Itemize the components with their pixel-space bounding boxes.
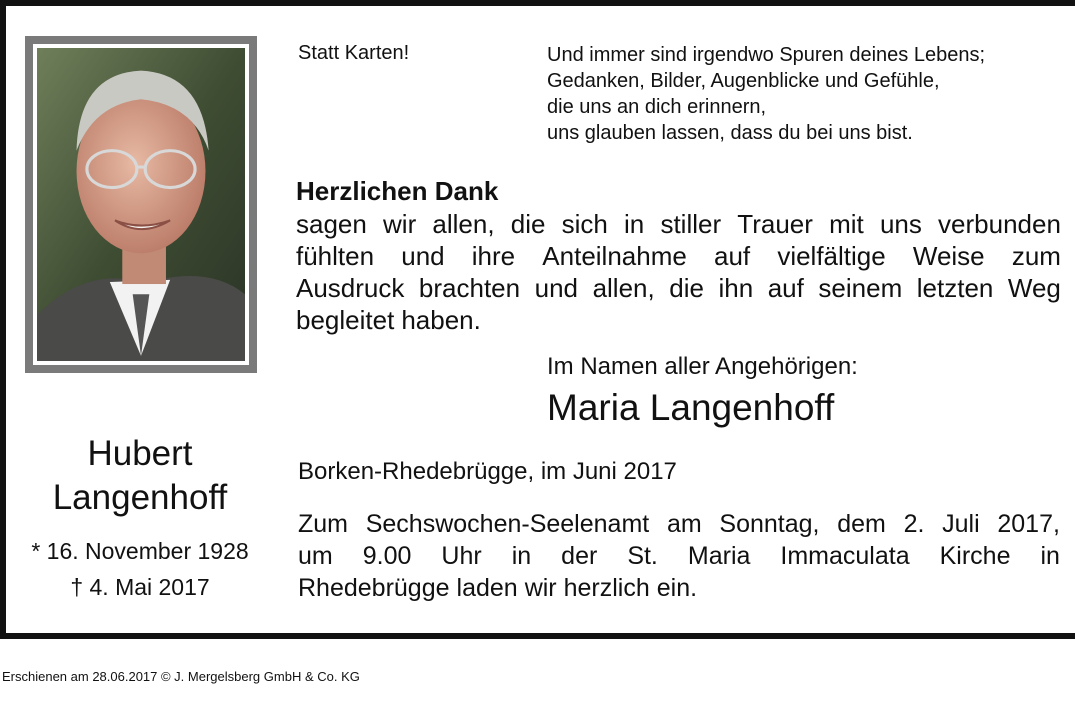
- word: 2.: [903, 510, 925, 538]
- word: mit: [829, 209, 864, 239]
- word: stiller: [660, 209, 722, 239]
- word: Sechswochen-Seelenamt: [365, 510, 650, 538]
- word: sich: [561, 209, 608, 239]
- statt-karten-label: Statt Karten!: [298, 42, 410, 64]
- thanks-paragraph: [296, 208, 1061, 336]
- word: Trauer: [737, 209, 813, 239]
- word: auf: [767, 273, 804, 303]
- thanks-heading: Herzlichen Dank: [296, 176, 499, 206]
- word: Anteilnahme: [542, 241, 687, 271]
- word: Zum: [298, 510, 348, 538]
- word: brachten: [418, 273, 521, 303]
- service-line: [298, 540, 1060, 572]
- word: wir: [524, 574, 557, 602]
- memorial-quote: [547, 42, 985, 146]
- deceased-last-name: Langenhoff: [52, 478, 228, 517]
- word: begleitet: [296, 305, 395, 335]
- word: um: [298, 542, 333, 570]
- thanks-line: [296, 272, 1061, 304]
- signature-name: Maria Langenhoff: [547, 387, 835, 428]
- quote-line: Und immer sind irgendwo Spuren deines Lebens;: [547, 44, 986, 66]
- word: ihn: [718, 273, 754, 303]
- quote-line: Gedanken, Bilder, Augenblicke und Gefühle,: [547, 70, 940, 92]
- quote-line: die uns an dich erinnern,: [547, 96, 767, 118]
- word: Sonntag,: [719, 510, 820, 538]
- word: Juli: [942, 510, 980, 538]
- word: allen,: [592, 273, 655, 303]
- service-line: [298, 572, 1060, 604]
- quote-line: uns glauben lassen, dass du bei uns bist.: [547, 122, 913, 144]
- word: 9.00: [362, 542, 412, 570]
- word: ihre: [471, 241, 516, 271]
- portrait-frame: [25, 36, 257, 373]
- word: Uhr: [441, 542, 482, 570]
- word: am: [666, 510, 702, 538]
- death-date: † 4. Mai 2017: [70, 574, 210, 600]
- deceased-first-name: Hubert: [87, 434, 193, 473]
- word: 2017,: [997, 510, 1060, 538]
- word: herzlich: [563, 574, 650, 602]
- thanks-line: [296, 304, 1061, 336]
- word: die: [669, 273, 704, 303]
- word: seinem: [818, 273, 903, 303]
- word: sagen: [296, 209, 367, 239]
- service-paragraph: [298, 508, 1060, 604]
- word: wir: [383, 209, 417, 239]
- word: ein.: [656, 574, 698, 602]
- word: in: [624, 209, 645, 239]
- word: und: [401, 241, 445, 271]
- service-line: [298, 508, 1060, 540]
- word: und: [534, 273, 579, 303]
- word: zum: [1011, 241, 1061, 271]
- word: Kirche: [939, 542, 1011, 570]
- thanks-line: [296, 240, 1061, 272]
- word: vielfältige: [777, 241, 886, 271]
- word: verbunden: [938, 209, 1061, 239]
- word: Rhedebrügge: [298, 574, 450, 602]
- word: auf: [714, 241, 751, 271]
- word: dem: [837, 510, 886, 538]
- word: uns: [879, 209, 922, 239]
- word: Weg: [1007, 273, 1061, 303]
- word: laden: [456, 574, 518, 602]
- word: allen,: [432, 209, 495, 239]
- place-date: Borken-Rhedebrügge, im Juni 2017: [298, 458, 677, 485]
- publication-footer: Erschienen am 28.06.2017 © J. Mergelsberg GmbH & Co. KG: [2, 669, 360, 684]
- word: St.: [627, 542, 658, 570]
- word: der: [561, 542, 598, 570]
- word: letzten: [916, 273, 994, 303]
- portrait-photo: [37, 48, 245, 361]
- word: in: [511, 542, 532, 570]
- word: Immaculata: [780, 542, 910, 570]
- word: Maria: [687, 542, 751, 570]
- word: die: [510, 209, 546, 239]
- birth-date: * 16. November 1928: [31, 538, 249, 564]
- word: Ausdruck: [296, 273, 405, 303]
- thanks-line: [296, 208, 1061, 240]
- word: fühlten: [296, 241, 375, 271]
- signature-intro: Im Namen aller Angehörigen:: [547, 353, 858, 380]
- word: Weise: [912, 241, 985, 271]
- word: haben.: [401, 305, 481, 335]
- word: in: [1040, 542, 1060, 570]
